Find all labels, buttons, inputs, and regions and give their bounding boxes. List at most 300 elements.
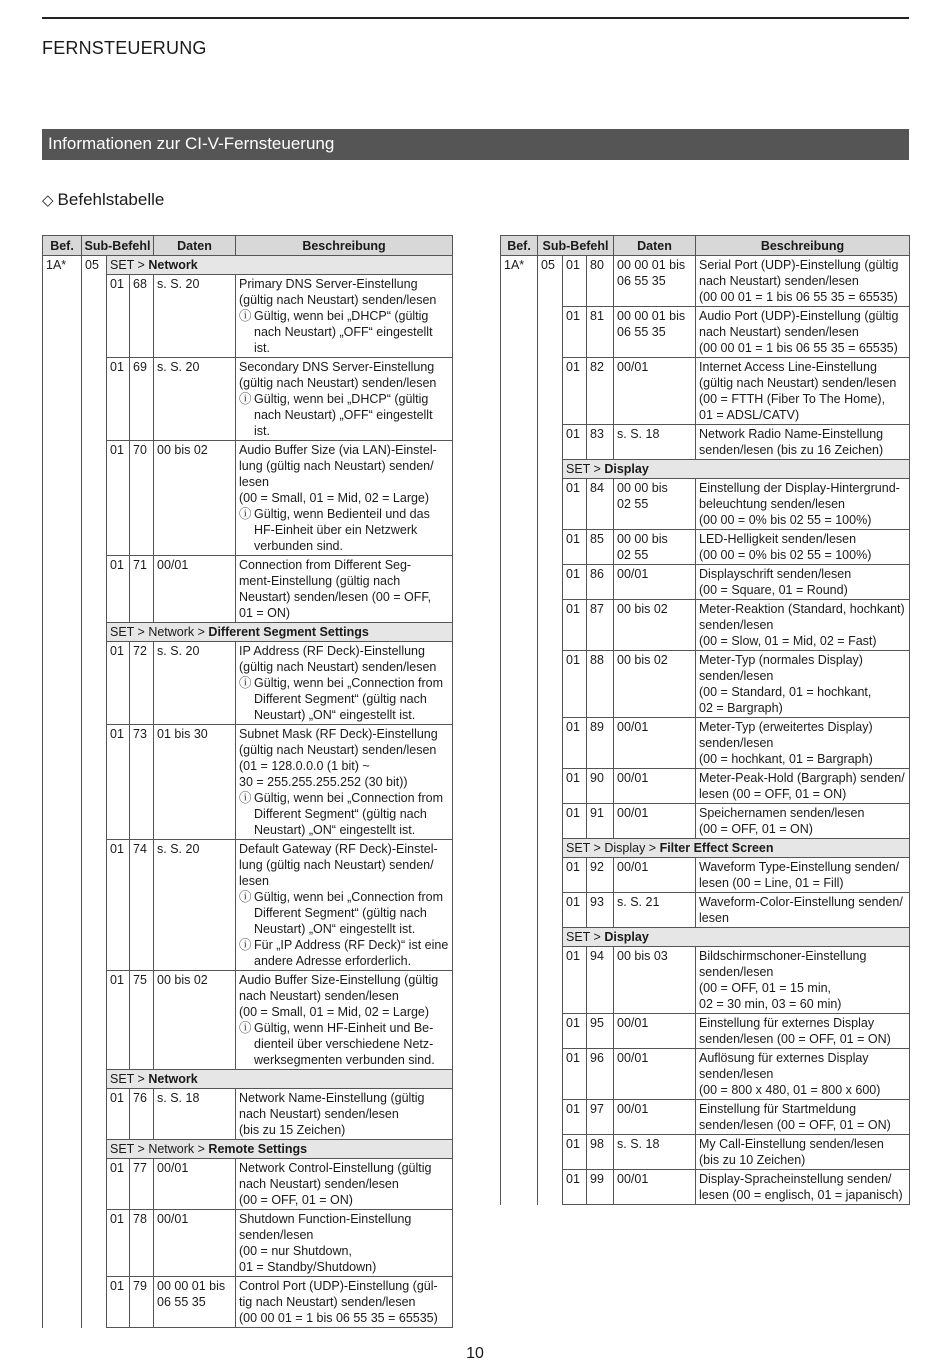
data-cell <box>614 804 696 839</box>
description-cell <box>236 971 453 1070</box>
description-line: senden/lesen <box>699 618 774 632</box>
description-cell <box>236 358 453 441</box>
section-path: SET > Network > <box>110 625 209 639</box>
sub-command-a: 01 <box>107 1089 130 1140</box>
data-cell <box>614 1014 696 1049</box>
description-line: senden/lesen (00 = OFF, 01 = ON) <box>699 1118 891 1132</box>
data-cell <box>154 1159 236 1210</box>
description-cell <box>236 642 453 725</box>
description-line: Connection from Different Seg- <box>239 558 412 572</box>
section-label <box>107 256 453 275</box>
note-text: Gültig, wenn HF-Einheit und Be- dienteil über verschiedene Netz- werksegmenten verbunden sind. <box>254 1021 435 1067</box>
description-line: Primary DNS Server-Einstellung <box>239 277 418 291</box>
note-text: Gültig, wenn bei „DHCP“ (gültig nach Neustart) „OFF“ eingestellt ist. <box>254 309 433 355</box>
top-rule <box>42 17 909 19</box>
sub-command-a: 01 <box>563 804 587 839</box>
data-line: 00 bis 02 <box>157 973 208 987</box>
data-line: 02 55 <box>617 548 649 562</box>
data-cell <box>154 725 236 840</box>
description-line: (00 00 01 = 1 bis 06 55 35 = 65535) <box>699 341 898 355</box>
table-row <box>501 256 910 307</box>
data-cell <box>614 651 696 718</box>
sub-command-a: 01 <box>563 307 587 358</box>
info-icon: ⓘ <box>239 890 252 904</box>
header-beschreibung: Beschreibung <box>696 236 910 256</box>
description-line: Audio Buffer Size-Einstellung (gültig <box>239 973 439 987</box>
description-line: (00 = Square, 01 = Round) <box>699 583 848 597</box>
data-line: 06 55 35 <box>157 1295 206 1309</box>
section-label <box>563 928 910 947</box>
sub-command-b: 90 <box>587 769 614 804</box>
description-cell <box>696 256 910 307</box>
table-row <box>501 858 910 893</box>
data-line: 00 00 bis <box>617 532 668 546</box>
note-text: Gültig, wenn Bedienteil und das HF-Einheit über ein Netzwerk verbunden sind. <box>254 507 430 553</box>
description-line: 01 = ADSL/CATV) <box>699 408 800 422</box>
data-line: s. S. 18 <box>157 1091 200 1105</box>
description-line: lung (gültig nach Neustart) senden/ <box>239 459 434 473</box>
description-line: nach Neustart) senden/lesen <box>699 274 859 288</box>
note <box>239 1020 449 1068</box>
description-line: Serial Port (UDP)-Einstellung (gültig <box>699 258 899 272</box>
section-path: SET > Network > <box>110 1142 209 1156</box>
sub-command-b: 88 <box>587 651 614 718</box>
description-line: 30 = 255.255.255.252 (30 bit)) <box>239 775 408 789</box>
description-cell <box>696 947 910 1014</box>
description-cell <box>696 600 910 651</box>
description-line: (bis zu 10 Zeichen) <box>699 1153 806 1167</box>
data-line: 00/01 <box>617 360 649 374</box>
section-label <box>107 1070 453 1089</box>
description-line: senden/lesen (00 = OFF, 01 = ON) <box>699 1032 891 1046</box>
description-line: (bis zu 15 Zeichen) <box>239 1123 346 1137</box>
description-line: (gültig nach Neustart) senden/lesen <box>239 660 437 674</box>
note <box>239 675 449 723</box>
description-line: Einstellung für Startmeldung <box>699 1102 857 1116</box>
note-text: Gültig, wenn bei „Connection from Different Segment“ (gültig nach Neustart) „ON“ eingestellt ist. <box>254 791 443 837</box>
description-cell <box>236 441 453 556</box>
data-cell <box>154 441 236 556</box>
command-table-right <box>500 235 910 1205</box>
sub-command-a: 01 <box>563 769 587 804</box>
sub-command-b: 81 <box>587 307 614 358</box>
sub-command-b: 95 <box>587 1014 614 1049</box>
data-line: s. S. 21 <box>617 895 660 909</box>
section-banner: Informationen zur CI-V-Fernsteuerung <box>42 129 909 160</box>
sub-command-b: 93 <box>587 893 614 928</box>
data-line: 06 55 35 <box>617 325 666 339</box>
description-line: senden/lesen <box>699 965 774 979</box>
data-cell <box>614 893 696 928</box>
note <box>239 889 449 937</box>
sub-command-b: 84 <box>587 479 614 530</box>
section-name: Filter Effect Screen <box>659 841 774 855</box>
table-row <box>501 1100 910 1135</box>
description-line: (00 = hochkant, 01 = Bargraph) <box>699 752 873 766</box>
description-cell <box>696 718 910 769</box>
description-line: Audio Port (UDP)-Einstellung (gültig <box>699 309 899 323</box>
sub-command-a: 01 <box>107 556 130 623</box>
description-line: (00 = Small, 01 = Mid, 02 = Large) <box>239 491 430 505</box>
data-cell <box>614 1100 696 1135</box>
description-cell <box>696 479 910 530</box>
section-name: Different Segment Settings <box>208 625 369 639</box>
description-line: (00 = Standard, 01 = hochkant, <box>699 685 872 699</box>
sub-command-a: 01 <box>107 1159 130 1210</box>
section-label <box>563 839 910 858</box>
diamond-icon: ◇ <box>42 192 54 209</box>
sub-command-cell: 05 <box>82 256 107 1328</box>
description-cell <box>236 1159 453 1210</box>
sub-command-a: 01 <box>563 530 587 565</box>
data-cell <box>614 1135 696 1170</box>
description-line: (00 = Slow, 01 = Mid, 02 = Fast) <box>699 634 877 648</box>
description-cell <box>236 1210 453 1277</box>
table-row <box>501 479 910 530</box>
data-cell <box>614 1049 696 1100</box>
description-line: Internet Access Line-Einstellung <box>699 360 877 374</box>
sub-command-a: 01 <box>563 947 587 1014</box>
data-line: 00/01 <box>157 1161 189 1175</box>
description-cell <box>696 1135 910 1170</box>
table-row <box>501 307 910 358</box>
table-row <box>501 1170 910 1205</box>
info-icon: ⓘ <box>239 938 252 952</box>
sub-command-a: 01 <box>563 1100 587 1135</box>
description-cell <box>696 307 910 358</box>
description-line: (00 00 01 = 1 bis 06 55 35 = 65535) <box>699 290 898 304</box>
header-beschreibung: Beschreibung <box>236 236 453 256</box>
description-line: nach Neustart) senden/lesen <box>699 325 859 339</box>
data-line: 00 bis 03 <box>617 949 668 963</box>
section-label <box>563 460 910 479</box>
description-line: ment-Einstellung (gültig nach <box>239 574 401 588</box>
bef-cell: 1A* <box>501 256 538 1205</box>
description-line: tig nach Neustart) senden/lesen <box>239 1295 416 1309</box>
description-cell <box>696 565 910 600</box>
page-number: 10 <box>466 1345 484 1362</box>
sub-command-b: 98 <box>587 1135 614 1170</box>
data-line: 02 55 <box>617 497 649 511</box>
description-cell <box>696 893 910 928</box>
description-cell <box>696 804 910 839</box>
note-text: Gültig, wenn bei „Connection from Different Segment“ (gültig nach Neustart) „ON“ eingestellt ist. <box>254 676 443 722</box>
sub-command-b: 80 <box>587 256 614 307</box>
description-line: (00 = OFF, 01 = ON) <box>699 822 813 836</box>
data-line: 00 bis 02 <box>617 653 668 667</box>
sub-command-b: 92 <box>587 858 614 893</box>
description-line: beleuchtung senden/lesen <box>699 497 845 511</box>
sub-command-b: 91 <box>587 804 614 839</box>
description-line: Shutdown Function-Einstellung <box>239 1212 412 1226</box>
description-line: (00 00 = 0% bis 02 55 = 100%) <box>699 513 872 527</box>
sub-command-a: 01 <box>563 479 587 530</box>
data-line: 06 55 35 <box>617 274 666 288</box>
section-path: SET > <box>110 1072 149 1086</box>
data-line: s. S. 20 <box>157 842 200 856</box>
sub-command-b: 75 <box>130 971 154 1070</box>
description-cell <box>696 1100 910 1135</box>
info-icon: ⓘ <box>239 676 252 690</box>
data-cell <box>154 642 236 725</box>
description-line: (00 = nur Shutdown, <box>239 1244 352 1258</box>
bef-cell: 1A* <box>43 256 82 1328</box>
sub-command-a: 01 <box>563 1049 587 1100</box>
data-cell <box>614 769 696 804</box>
description-line: Network Radio Name-Einstellung <box>699 427 884 441</box>
description-line: lesen <box>239 874 269 888</box>
description-line: lesen (00 = Line, 01 = Fill) <box>699 876 844 890</box>
note <box>239 937 449 969</box>
description-line: lesen (00 = OFF, 01 = ON) <box>699 787 847 801</box>
header-sub-befehl: Sub-Befehl <box>82 236 154 256</box>
description-line: lesen (00 = englisch, 01 = japanisch) <box>699 1188 903 1202</box>
data-cell <box>614 858 696 893</box>
description-line: 01 = ON) <box>239 606 291 620</box>
note <box>239 790 449 838</box>
data-cell <box>614 358 696 425</box>
description-line: lesen <box>699 911 729 925</box>
header-daten: Daten <box>614 236 696 256</box>
data-line: 00/01 <box>617 1102 649 1116</box>
sub-command-a: 01 <box>563 1014 587 1049</box>
sub-command-a: 01 <box>563 425 587 460</box>
sub-command-a: 01 <box>563 256 587 307</box>
description-line: Network Name-Einstellung (gültig <box>239 1091 425 1105</box>
sub-command-a: 01 <box>563 358 587 425</box>
description-line: 02 = 30 min, 03 = 60 min) <box>699 997 842 1011</box>
section-path: SET > <box>110 258 149 272</box>
sub-command-b: 87 <box>587 600 614 651</box>
data-line: 00 bis 02 <box>617 602 668 616</box>
data-cell <box>154 1277 236 1328</box>
description-line: senden/lesen (bis zu 16 Zeichen) <box>699 443 884 457</box>
info-icon: ⓘ <box>239 309 252 323</box>
data-line: 00 bis 02 <box>157 443 208 457</box>
data-cell <box>154 1210 236 1277</box>
sub-command-a: 01 <box>563 858 587 893</box>
description-line: nach Neustart) senden/lesen <box>239 989 399 1003</box>
sub-command-b: 82 <box>587 358 614 425</box>
data-cell <box>154 275 236 358</box>
sub-command-a: 01 <box>107 441 130 556</box>
sub-command-a: 01 <box>107 971 130 1070</box>
description-line: (00 00 01 = 1 bis 06 55 35 = 65535) <box>239 1311 438 1325</box>
sub-command-b: 89 <box>587 718 614 769</box>
data-cell <box>154 556 236 623</box>
description-line: Meter-Reaktion (Standard, hochkant) <box>699 602 905 616</box>
description-line: Speichernamen senden/lesen <box>699 806 865 820</box>
command-table-left <box>42 235 453 1328</box>
note <box>239 308 449 356</box>
sub-command-a: 01 <box>563 565 587 600</box>
data-line: 00/01 <box>157 558 189 572</box>
description-line: Secondary DNS Server-Einstellung <box>239 360 435 374</box>
description-line: Control Port (UDP)-Einstellung (gül- <box>239 1279 438 1293</box>
data-cell <box>154 358 236 441</box>
table-row <box>501 1014 910 1049</box>
data-line: 00 00 01 bis <box>157 1279 226 1293</box>
section-name: Network <box>148 258 198 272</box>
description-line: nach Neustart) senden/lesen <box>239 1107 399 1121</box>
description-line: nach Neustart) senden/lesen <box>239 1177 399 1191</box>
header-bef: Bef. <box>43 236 82 256</box>
table-row <box>501 804 910 839</box>
description-line: LED-Helligkeit senden/lesen <box>699 532 857 546</box>
sub-command-b: 94 <box>587 947 614 1014</box>
note-text: Gültig, wenn bei „DHCP“ (gültig nach Neustart) „OFF“ eingestellt ist. <box>254 392 433 438</box>
description-line: (00 = Small, 01 = Mid, 02 = Large) <box>239 1005 430 1019</box>
data-line: 00/01 <box>617 720 649 734</box>
section-name: Network <box>148 1072 198 1086</box>
sub-command-b: 77 <box>130 1159 154 1210</box>
table-header-row <box>501 236 910 256</box>
description-line: Display-Spracheinstellung senden/ <box>699 1172 892 1186</box>
sub-command-b: 86 <box>587 565 614 600</box>
sub-command-b: 85 <box>587 530 614 565</box>
data-cell <box>154 971 236 1070</box>
data-line: s. S. 20 <box>157 277 200 291</box>
description-line: Audio Buffer Size (via LAN)-Einstel- <box>239 443 437 457</box>
section-path: SET > <box>566 930 605 944</box>
data-cell <box>614 1170 696 1205</box>
sub-command-b: 99 <box>587 1170 614 1205</box>
section-name: Display <box>604 462 649 476</box>
description-line: senden/lesen <box>699 736 774 750</box>
note <box>239 391 449 439</box>
table-row <box>501 651 910 718</box>
description-line: Meter-Typ (normales Display) <box>699 653 863 667</box>
data-line: 00/01 <box>617 1172 649 1186</box>
sub-command-b: 73 <box>130 725 154 840</box>
note <box>239 506 449 554</box>
data-line: 00/01 <box>617 771 649 785</box>
description-line: My Call-Einstellung senden/lesen <box>699 1137 884 1151</box>
description-line: Bildschirmschoner-Einstellung <box>699 949 867 963</box>
description-line: Auflösung für externes Display <box>699 1051 869 1065</box>
description-cell <box>696 769 910 804</box>
sub-command-b: 68 <box>130 275 154 358</box>
table-row <box>501 358 910 425</box>
info-icon: ⓘ <box>239 507 252 521</box>
table-row <box>501 600 910 651</box>
sub-command-a: 01 <box>563 651 587 718</box>
data-cell <box>614 565 696 600</box>
description-line: senden/lesen <box>699 669 774 683</box>
description-line: (00 00 = 0% bis 02 55 = 100%) <box>699 548 872 562</box>
data-line: 00/01 <box>617 1051 649 1065</box>
description-line: lung (gültig nach Neustart) senden/ <box>239 858 434 872</box>
description-line: (01 = 128.0.0.0 (1 bit) ~ <box>239 759 370 773</box>
data-cell <box>614 256 696 307</box>
sub-command-b: 83 <box>587 425 614 460</box>
description-cell <box>236 840 453 971</box>
description-cell <box>696 858 910 893</box>
data-line: 00/01 <box>617 1016 649 1030</box>
description-line: 01 = Standby/Shutdown) <box>239 1260 377 1274</box>
note-text: Für „IP Address (RF Deck)“ ist eine andere Adresse erforderlich. <box>254 938 449 968</box>
header-sub-befehl: Sub-Befehl <box>538 236 614 256</box>
data-line: s. S. 20 <box>157 644 200 658</box>
data-line: 00 00 01 bis <box>617 258 686 272</box>
section-name: Remote Settings <box>208 1142 308 1156</box>
sub-command-a: 01 <box>563 718 587 769</box>
data-line: 00/01 <box>617 806 649 820</box>
info-icon: ⓘ <box>239 791 252 805</box>
description-line: Waveform Type-Einstellung senden/ <box>699 860 900 874</box>
description-line: (gültig nach Neustart) senden/lesen <box>699 376 897 390</box>
sub-command-b: 96 <box>587 1049 614 1100</box>
description-line: Default Gateway (RF Deck)-Einstel- <box>239 842 438 856</box>
info-icon: ⓘ <box>239 392 252 406</box>
description-line: senden/lesen <box>699 1067 774 1081</box>
sub-command-b: 97 <box>587 1100 614 1135</box>
section-row <box>43 256 453 275</box>
description-cell <box>236 1277 453 1328</box>
description-cell <box>696 1049 910 1100</box>
info-icon: ⓘ <box>239 1021 252 1035</box>
sub-command-a: 01 <box>563 600 587 651</box>
description-line: Displayschrift senden/lesen <box>699 567 852 581</box>
sub-command-a: 01 <box>107 1277 130 1328</box>
description-cell <box>696 358 910 425</box>
description-line: Meter-Peak-Hold (Bargraph) senden/ <box>699 771 905 785</box>
sub-command-b: 78 <box>130 1210 154 1277</box>
description-line: Subnet Mask (RF Deck)-Einstellung <box>239 727 438 741</box>
sub-command-a: 01 <box>107 840 130 971</box>
data-line: 00/01 <box>617 567 649 581</box>
description-line: IP Address (RF Deck)-Einstellung <box>239 644 425 658</box>
description-line: Neustart) senden/lesen (00 = OFF, <box>239 590 432 604</box>
sub-command-a: 01 <box>107 275 130 358</box>
table-row <box>501 530 910 565</box>
description-line: (gültig nach Neustart) senden/lesen <box>239 376 437 390</box>
description-line: senden/lesen <box>239 1228 314 1242</box>
sub-command-b: 69 <box>130 358 154 441</box>
header-daten: Daten <box>154 236 236 256</box>
description-line: Einstellung für externes Display <box>699 1016 875 1030</box>
table-row <box>501 565 910 600</box>
description-line: 02 = Bargraph) <box>699 701 783 715</box>
description-line: Waveform-Color-Einstellung senden/ <box>699 895 903 909</box>
description-cell <box>236 275 453 358</box>
sub-command-a: 01 <box>107 358 130 441</box>
description-cell <box>696 530 910 565</box>
description-cell <box>696 1014 910 1049</box>
sub-command-a: 01 <box>563 1135 587 1170</box>
sub-command-b: 72 <box>130 642 154 725</box>
table-row <box>501 425 910 460</box>
data-cell <box>154 840 236 971</box>
description-line: (gültig nach Neustart) senden/lesen <box>239 743 437 757</box>
description-cell <box>696 651 910 718</box>
description-cell <box>236 556 453 623</box>
section-path: SET > <box>566 462 605 476</box>
data-cell <box>614 718 696 769</box>
description-cell <box>696 1170 910 1205</box>
sub-command-a: 01 <box>563 1170 587 1205</box>
section-row <box>501 928 910 947</box>
data-line: s. S. 18 <box>617 427 660 441</box>
section-row <box>501 839 910 858</box>
chapter-title: FERNSTEUERUNG <box>42 38 207 58</box>
section-row <box>501 460 910 479</box>
description-line: Einstellung der Display-Hintergrund- <box>699 481 900 495</box>
data-line: s. S. 20 <box>157 360 200 374</box>
data-cell <box>154 1089 236 1140</box>
sub-command-b: 79 <box>130 1277 154 1328</box>
header-bef: Bef. <box>501 236 538 256</box>
